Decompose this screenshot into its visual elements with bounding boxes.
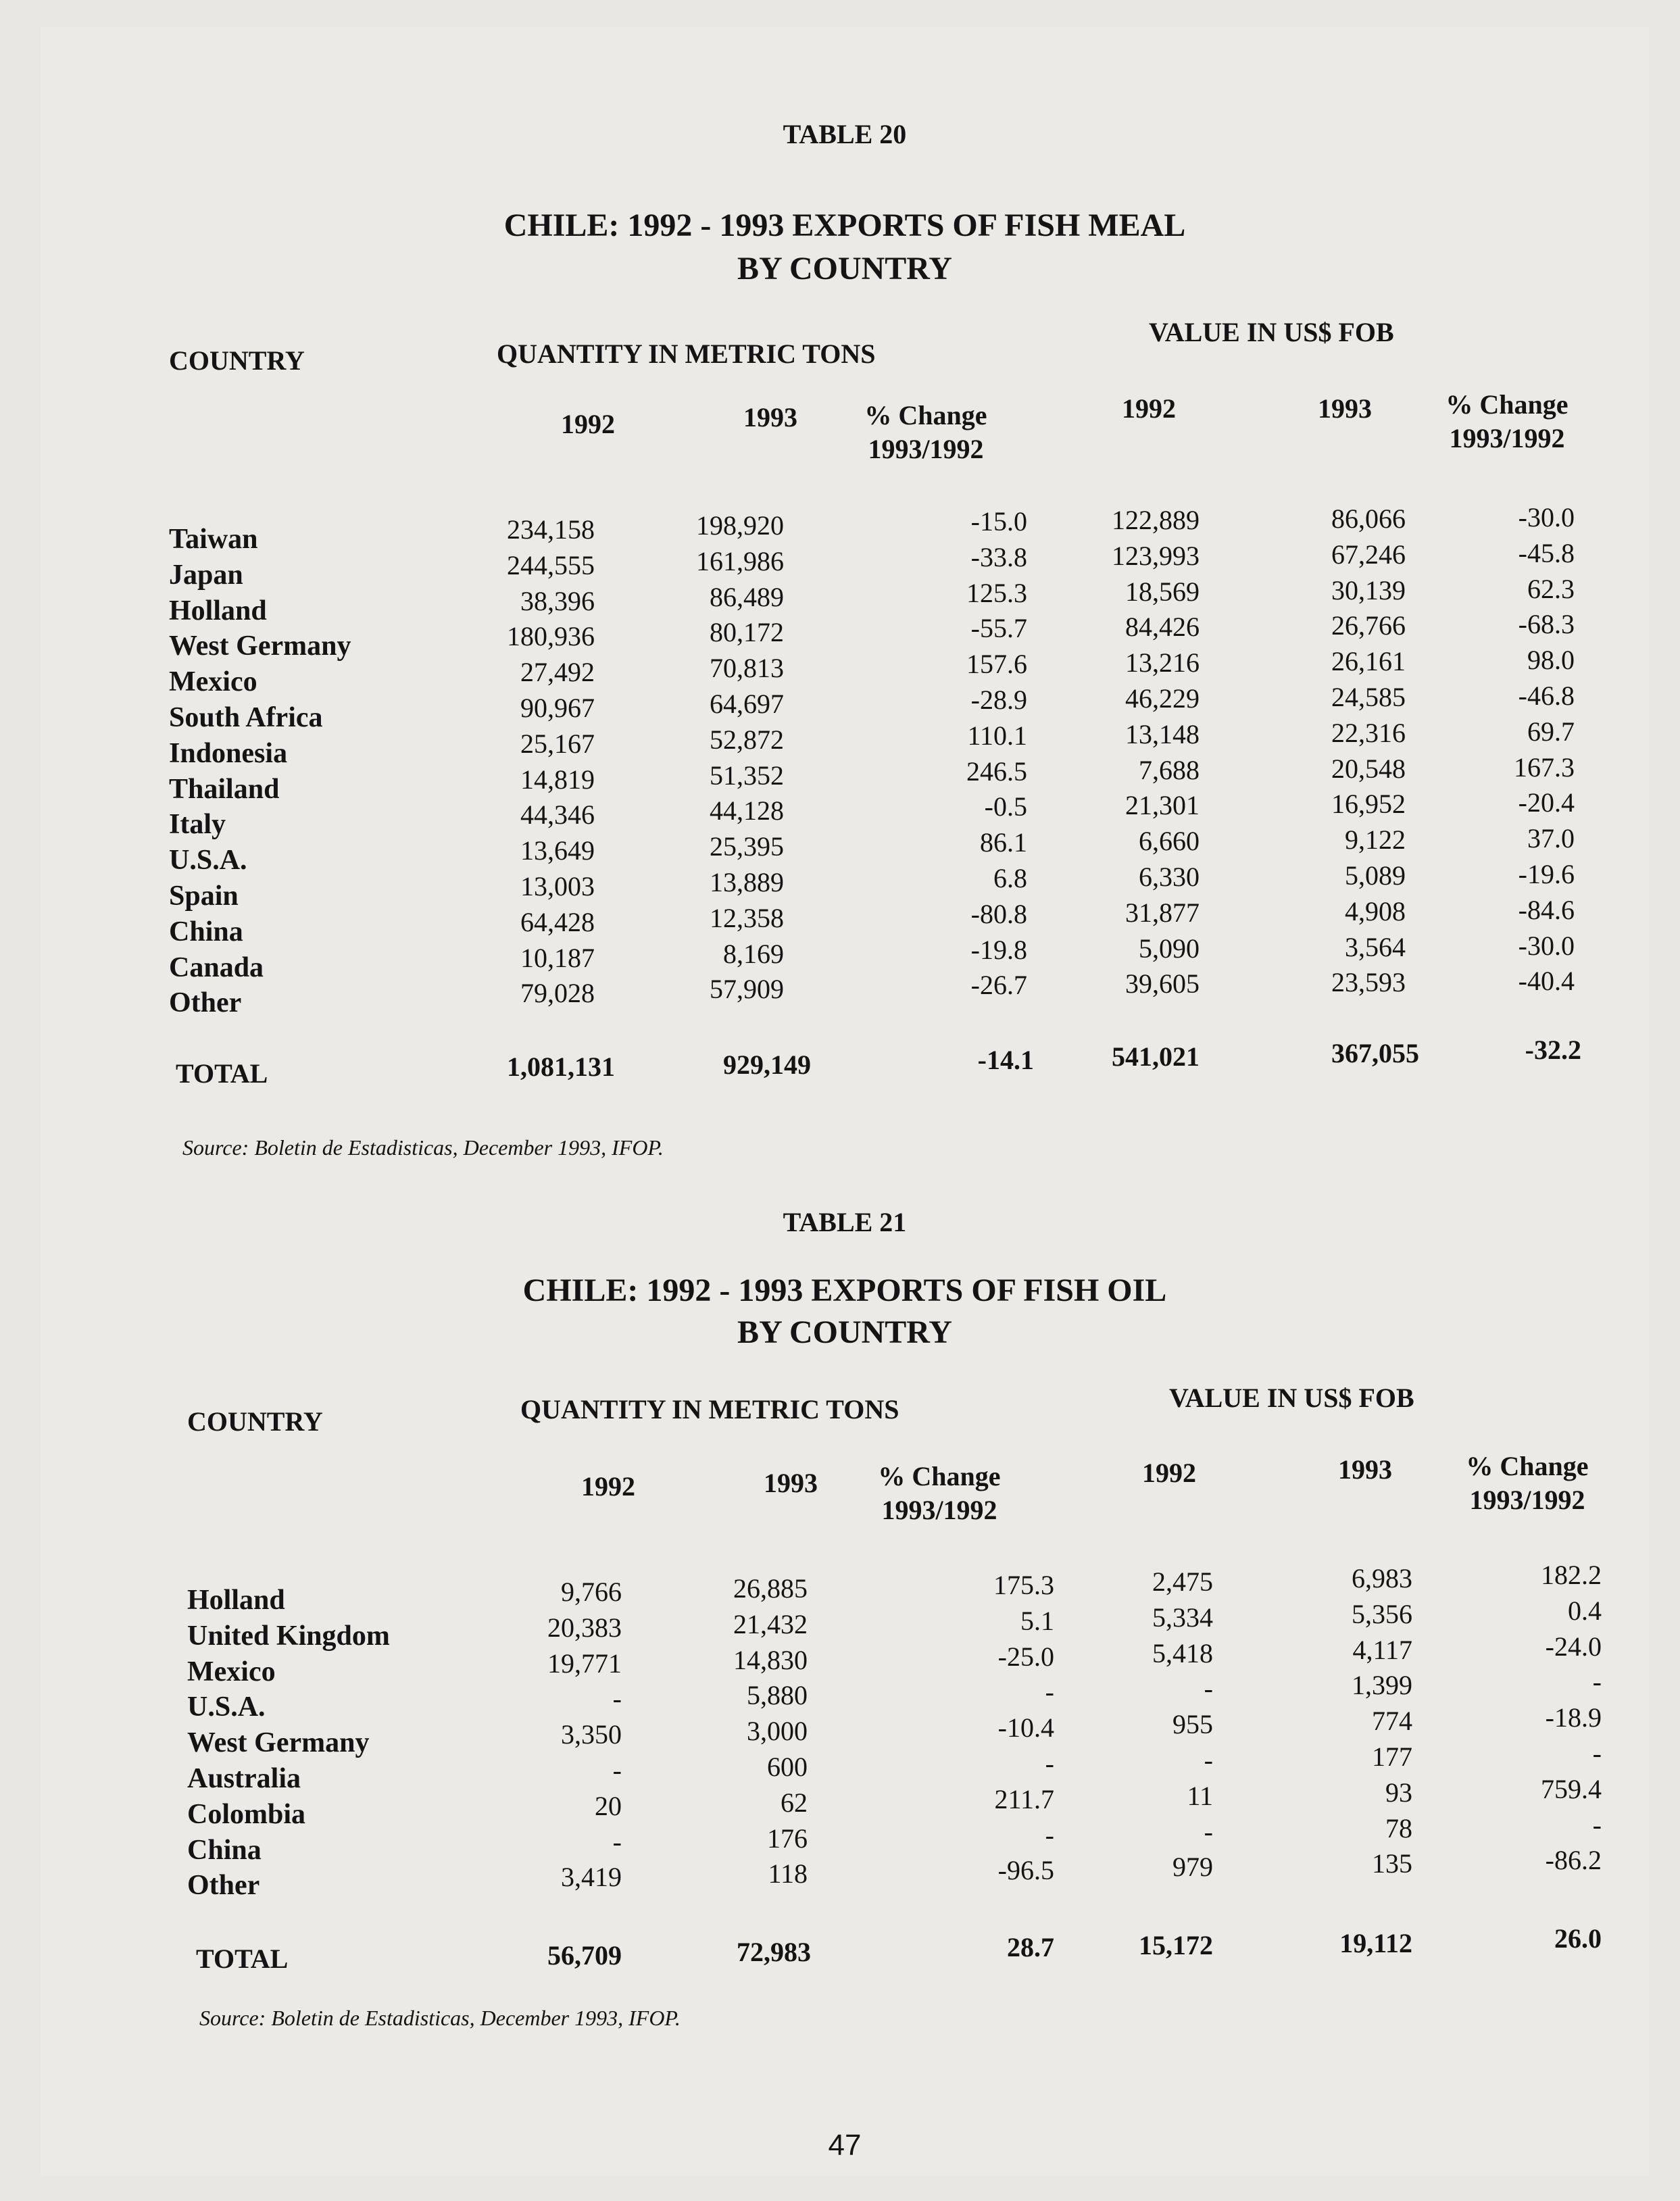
table20-v1992-cell: 13,216 <box>1125 647 1200 678</box>
table20-q1992-cell: 64,428 <box>520 906 595 937</box>
table21-q1992-cell: 3,419 <box>561 1862 622 1893</box>
table21-v1992-cell: 5,334 <box>1152 1602 1213 1633</box>
table21-v1992-cell: - <box>1204 1744 1213 1775</box>
table20-q1993-cell: 161,986 <box>696 545 784 576</box>
table20-country-cell: South Africa <box>169 701 323 733</box>
table20-qchg-cell: 6.8 <box>993 862 1027 893</box>
table20-v1992-cell: 6,660 <box>1139 826 1200 857</box>
table-20-total-q1992: 1,081,131 <box>507 1052 615 1082</box>
table-20-vchg-column <box>1514 500 1575 999</box>
table21-q1993-cell: 62 <box>781 1787 808 1818</box>
table-20-title-line1: CHILE: 1992 - 1993 EXPORTS OF FISH MEAL <box>503 207 1186 243</box>
table-21-total-q1992: 56,709 <box>547 1940 622 1971</box>
table21-country-cell: China <box>187 1834 262 1866</box>
table-20-country-header: COUNTRY <box>169 345 305 376</box>
table-21-v1993-column <box>1352 1561 1412 1882</box>
page-number: 47 <box>828 2129 862 2162</box>
table21-v1992-cell: - <box>1204 1816 1213 1847</box>
table-20-v1992-header: 1992 <box>1122 393 1176 424</box>
table-21-q1993-column <box>733 1571 808 1892</box>
table21-v1992-cell: - <box>1204 1673 1213 1704</box>
table20-country-cell: West Germany <box>169 630 351 662</box>
table-20-q1993-column <box>696 508 784 1008</box>
table20-q1993-cell: 86,489 <box>710 581 784 612</box>
table20-q1993-cell: 70,813 <box>710 653 784 684</box>
table20-q1993-cell: 12,358 <box>710 902 784 933</box>
table21-country-cell: U.S.A. <box>187 1691 266 1723</box>
table21-qchg-cell: - <box>1045 1677 1054 1708</box>
table21-v1992-cell: 11 <box>1187 1780 1213 1811</box>
table20-vchg-cell: -84.6 <box>1518 894 1575 925</box>
table21-v1993-cell: 5,356 <box>1352 1598 1412 1629</box>
table20-qchg-cell: -26.7 <box>970 970 1027 1001</box>
table20-vchg-cell: 37.0 <box>1527 823 1575 854</box>
table21-q1992-cell: 20,383 <box>547 1612 622 1643</box>
table21-q1992-cell: 3,350 <box>561 1719 622 1750</box>
table21-v1993-cell: 135 <box>1372 1848 1412 1879</box>
table20-v1992-cell: 123,993 <box>1112 540 1200 571</box>
table20-v1992-cell: 21,301 <box>1125 790 1200 821</box>
table21-v1993-cell: 177 <box>1372 1741 1412 1772</box>
table20-q1993-cell: 8,169 <box>723 938 784 969</box>
table20-vchg-cell: 167.3 <box>1514 751 1575 783</box>
table-21-quantity-header: QUANTITY IN METRIC TONS <box>520 1394 899 1425</box>
table20-country-cell: Canada <box>169 951 264 983</box>
table20-qchg-cell: 246.5 <box>966 756 1027 787</box>
table20-v1993-cell: 26,161 <box>1331 646 1406 677</box>
table20-v1993-cell: 22,316 <box>1331 717 1406 748</box>
table20-q1992-cell: 25,167 <box>520 728 595 759</box>
table21-country-cell: West Germany <box>187 1727 370 1759</box>
table20-q1992-cell: 14,819 <box>520 764 595 795</box>
table-20-qchg-header-line1: % Change <box>864 400 987 430</box>
table20-country-cell: Other <box>169 987 242 1019</box>
table-21-vchg-header-line2: 1993/1992 <box>1469 1485 1585 1515</box>
table20-q1992-cell: 244,555 <box>507 549 595 580</box>
table20-v1992-cell: 18,569 <box>1125 576 1200 607</box>
table21-vchg-cell: -86.2 <box>1545 1845 1602 1876</box>
table20-q1992-cell: 180,936 <box>507 621 595 652</box>
table-21-qchg-header-line1: % Change <box>878 1461 1001 1491</box>
table-21-title-line1: CHILE: 1992 - 1993 EXPORTS OF FISH OIL <box>522 1272 1167 1308</box>
table20-vchg-cell: -68.3 <box>1518 609 1575 640</box>
table20-qchg-cell: 157.6 <box>966 649 1027 680</box>
table20-v1992-cell: 6,330 <box>1139 861 1200 892</box>
table21-v1993-cell: 774 <box>1372 1706 1412 1737</box>
table21-vchg-cell: - <box>1592 1737 1602 1769</box>
table-21-total-qchg: 28.7 <box>1007 1932 1054 1962</box>
table21-country-cell: Australia <box>187 1762 301 1794</box>
table21-vchg-cell: -24.0 <box>1545 1631 1602 1662</box>
table20-qchg-cell: -19.8 <box>970 934 1027 965</box>
table20-q1993-cell: 25,395 <box>710 831 784 862</box>
table21-qchg-cell: -96.5 <box>997 1855 1054 1886</box>
table21-q1993-cell: 26,885 <box>733 1573 808 1604</box>
table21-country-cell: Mexico <box>187 1656 276 1687</box>
table20-v1993-cell: 4,908 <box>1345 895 1406 926</box>
table-20-total-qchg: -14.1 <box>977 1045 1034 1075</box>
table21-q1993-cell: 600 <box>767 1751 808 1782</box>
table20-v1992-cell: 7,688 <box>1139 754 1200 785</box>
table21-v1993-cell: 1,399 <box>1352 1670 1412 1701</box>
table20-vchg-cell: -46.8 <box>1518 680 1575 711</box>
table20-q1992-cell: 38,396 <box>520 585 595 616</box>
table-20-q1993-header: 1993 <box>743 402 797 432</box>
table21-v1993-cell: 6,983 <box>1352 1563 1412 1593</box>
table-21-vchg-header-line1: % Change <box>1466 1451 1589 1481</box>
table21-country-cell: Colombia <box>187 1798 306 1830</box>
table20-qchg-cell: 86.1 <box>980 827 1027 858</box>
table21-country-cell: Other <box>187 1870 260 1902</box>
table-21-qchg-header-line2: 1993/1992 <box>881 1495 997 1525</box>
table-21-number: TABLE 21 <box>783 1207 907 1237</box>
table20-v1992-cell: 31,877 <box>1125 897 1200 928</box>
table20-vchg-cell: 69.7 <box>1527 716 1575 747</box>
table21-qchg-cell: - <box>1045 1819 1054 1850</box>
table20-q1992-cell: 234,158 <box>507 514 595 545</box>
table20-vchg-cell: 62.3 <box>1527 573 1575 604</box>
table20-qchg-cell: -55.7 <box>970 613 1027 644</box>
table21-vchg-cell: -18.9 <box>1545 1702 1602 1733</box>
table-20-source: Source: Boletin de Estadisticas, December 1993, IFOP. <box>182 1135 664 1160</box>
table-20-qchg-header-line2: 1993/1992 <box>868 434 984 464</box>
table20-q1992-cell: 10,187 <box>520 942 595 973</box>
table21-v1993-cell: 93 <box>1385 1777 1412 1808</box>
table20-qchg-cell: -28.9 <box>970 684 1027 715</box>
table20-v1992-cell: 84,426 <box>1125 612 1200 643</box>
table20-country-cell: Japan <box>169 559 243 591</box>
table20-q1993-cell: 64,697 <box>710 688 784 719</box>
table-20-q1992-column <box>507 512 595 1012</box>
table-21-vchg-header <box>1439 1450 1615 1517</box>
table21-q1993-cell: 21,432 <box>733 1608 808 1639</box>
table20-v1993-cell: 86,066 <box>1331 503 1406 534</box>
table20-v1993-cell: 30,139 <box>1331 574 1406 605</box>
table20-country-cell: Spain <box>169 880 239 912</box>
table-20-total-q1993: 929,149 <box>723 1049 811 1080</box>
table20-v1992-cell: 13,148 <box>1125 718 1200 749</box>
table20-v1993-cell: 16,952 <box>1331 789 1406 820</box>
table20-country-cell: China <box>169 916 243 947</box>
table21-q1992-cell: 9,766 <box>561 1577 622 1607</box>
table-21-total-v1992: 15,172 <box>1139 1930 1213 1960</box>
table-20-value-header: VALUE IN US$ FOB <box>1149 317 1394 347</box>
table20-q1992-cell: 44,346 <box>520 799 595 831</box>
table21-vchg-cell: 0.4 <box>1568 1595 1602 1626</box>
table21-country-cell: Holland <box>187 1585 285 1616</box>
table21-vchg-cell: 759.4 <box>1541 1773 1602 1804</box>
table21-q1993-cell: 176 <box>767 1823 808 1854</box>
table20-country-cell: U.S.A. <box>169 845 247 876</box>
table21-q1992-cell: - <box>612 1754 622 1785</box>
table20-country-cell: Mexico <box>169 666 257 698</box>
table-21-qchg-column <box>993 1568 1054 1889</box>
table20-vchg-cell: -45.8 <box>1518 537 1575 568</box>
table20-v1992-cell: 39,605 <box>1125 968 1200 999</box>
table-21-source: Source: Boletin de Estadisticas, December 1993, IFOP. <box>199 2006 681 2030</box>
table20-q1992-cell: 13,649 <box>520 835 595 866</box>
table21-vchg-cell: - <box>1592 1666 1602 1698</box>
table-21-q1993-header: 1993 <box>764 1468 818 1498</box>
table20-q1993-cell: 13,889 <box>710 866 784 897</box>
table-21-title-line2: BY COUNTRY <box>737 1314 952 1350</box>
table21-q1993-cell: 3,000 <box>747 1716 808 1747</box>
table-21-total-q1993: 72,983 <box>737 1937 811 1967</box>
table-20-country-column <box>169 522 351 1021</box>
table-20-vchg-header <box>1419 388 1595 455</box>
table20-qchg-cell: -0.5 <box>984 791 1027 822</box>
table20-q1992-cell: 79,028 <box>520 978 595 1009</box>
table20-v1992-cell: 5,090 <box>1139 933 1200 964</box>
table20-qchg-cell: 125.3 <box>966 577 1027 608</box>
table21-vchg-cell: - <box>1592 1809 1602 1840</box>
table21-q1992-cell: - <box>612 1683 622 1714</box>
table-20-vchg-header-line1: % Change <box>1446 389 1568 420</box>
table20-qchg-cell: -80.8 <box>970 898 1027 929</box>
table-20-total-label: TOTAL <box>176 1058 268 1089</box>
table-20-v1993-column <box>1331 501 1406 1001</box>
table20-v1992-cell: 122,889 <box>1112 505 1200 535</box>
table-21-country-column <box>187 1583 390 1904</box>
table-21-qchg-header <box>851 1460 1027 1527</box>
table-20-qchg-header <box>838 399 1014 466</box>
table20-qchg-cell: 110.1 <box>967 720 1027 751</box>
table-21-total-label: TOTAL <box>196 1944 289 1974</box>
table-20-number: TABLE 20 <box>783 119 907 149</box>
table-20-quantity-header: QUANTITY IN METRIC TONS <box>497 339 876 369</box>
table-20-title-line2: BY COUNTRY <box>737 251 952 287</box>
table21-q1993-cell: 118 <box>768 1858 808 1889</box>
table20-q1993-cell: 52,872 <box>710 724 784 755</box>
table20-vchg-cell: -20.4 <box>1518 787 1575 818</box>
table20-country-cell: Holland <box>169 595 267 626</box>
table21-v1992-cell: 5,418 <box>1152 1637 1213 1668</box>
table21-q1992-cell: - <box>612 1826 622 1857</box>
table20-q1993-cell: 80,172 <box>710 617 784 648</box>
table-21-total-vchg: 26.0 <box>1554 1923 1602 1954</box>
table21-vchg-cell: 182.2 <box>1541 1560 1602 1590</box>
table20-vchg-cell: -30.0 <box>1518 502 1575 533</box>
table21-v1992-cell: 979 <box>1172 1852 1213 1883</box>
table20-country-cell: Taiwan <box>169 524 258 555</box>
table-20-vchg-header-line2: 1993/1992 <box>1449 423 1565 453</box>
table20-v1993-cell: 23,593 <box>1331 967 1406 998</box>
table20-v1992-cell: 46,229 <box>1125 683 1200 714</box>
table-20-total-v1992: 541,021 <box>1112 1041 1200 1072</box>
table20-v1993-cell: 5,089 <box>1345 860 1406 891</box>
table21-v1993-cell: 78 <box>1385 1812 1412 1844</box>
table-20-v1993-header: 1993 <box>1318 393 1372 424</box>
table-21-v1993-header: 1993 <box>1338 1454 1392 1485</box>
table20-qchg-cell: -33.8 <box>970 541 1027 572</box>
table20-vchg-cell: -40.4 <box>1518 966 1575 997</box>
table20-vchg-cell: -19.6 <box>1518 858 1575 889</box>
document-page <box>41 27 1649 2176</box>
table21-q1993-cell: 14,830 <box>733 1644 808 1675</box>
table20-q1993-cell: 51,352 <box>710 760 784 791</box>
table-20-q1992-header: 1992 <box>561 409 615 439</box>
table20-country-cell: Indonesia <box>169 737 288 769</box>
table20-country-cell: Italy <box>169 809 226 841</box>
table-21-q1992-header: 1992 <box>581 1471 635 1502</box>
table20-q1993-cell: 198,920 <box>696 510 784 541</box>
table21-qchg-cell: 175.3 <box>993 1570 1054 1600</box>
table21-v1993-cell: 4,117 <box>1352 1634 1412 1665</box>
table20-v1993-cell: 24,585 <box>1331 681 1406 712</box>
table-21-value-header: VALUE IN US$ FOB <box>1169 1383 1414 1413</box>
table-21-q1992-column <box>547 1575 622 1896</box>
table21-qchg-cell: -10.4 <box>997 1712 1054 1744</box>
table20-qchg-cell: -15.0 <box>970 506 1027 537</box>
table20-vchg-cell: -30.0 <box>1518 930 1575 961</box>
table-21-v1992-header: 1992 <box>1142 1458 1196 1488</box>
table21-qchg-cell: 211.7 <box>994 1783 1054 1814</box>
table20-v1993-cell: 20,548 <box>1331 753 1406 784</box>
table20-v1993-cell: 9,122 <box>1345 824 1406 856</box>
table21-qchg-cell: - <box>1045 1748 1054 1779</box>
table20-q1993-cell: 44,128 <box>710 795 784 826</box>
table21-v1992-cell: 955 <box>1172 1709 1213 1740</box>
table-20-qchg-column <box>966 504 1027 1004</box>
table-21-vchg-column <box>1541 1558 1602 1879</box>
table21-q1992-cell: 20 <box>595 1790 622 1821</box>
table20-v1993-cell: 3,564 <box>1345 931 1406 962</box>
table20-v1993-cell: 26,766 <box>1331 610 1406 641</box>
table-20-total-vchg: -32.2 <box>1525 1035 1581 1065</box>
table21-q1993-cell: 5,880 <box>747 1680 808 1711</box>
table20-vchg-cell: 98.0 <box>1527 645 1575 676</box>
table21-q1992-cell: 19,771 <box>547 1648 622 1679</box>
table20-q1993-cell: 57,909 <box>710 974 784 1005</box>
table-21-v1992-column <box>1152 1564 1213 1885</box>
table-20-total-v1993: 367,055 <box>1331 1038 1419 1068</box>
table-21-country-header: COUNTRY <box>187 1406 323 1437</box>
table-20-v1992-column <box>1112 503 1200 1002</box>
table21-qchg-cell: -25.0 <box>997 1641 1054 1672</box>
table20-q1992-cell: 27,492 <box>520 657 595 688</box>
table21-qchg-cell: 5.1 <box>1020 1605 1054 1636</box>
table20-country-cell: Thailand <box>169 773 280 805</box>
table20-q1992-cell: 90,967 <box>520 692 595 723</box>
table-21-total-v1993: 19,112 <box>1339 1928 1412 1958</box>
table21-country-cell: United Kingdom <box>187 1620 390 1652</box>
table21-v1992-cell: 2,475 <box>1152 1566 1213 1597</box>
table20-v1993-cell: 67,246 <box>1331 539 1406 570</box>
table20-q1992-cell: 13,003 <box>520 870 595 901</box>
